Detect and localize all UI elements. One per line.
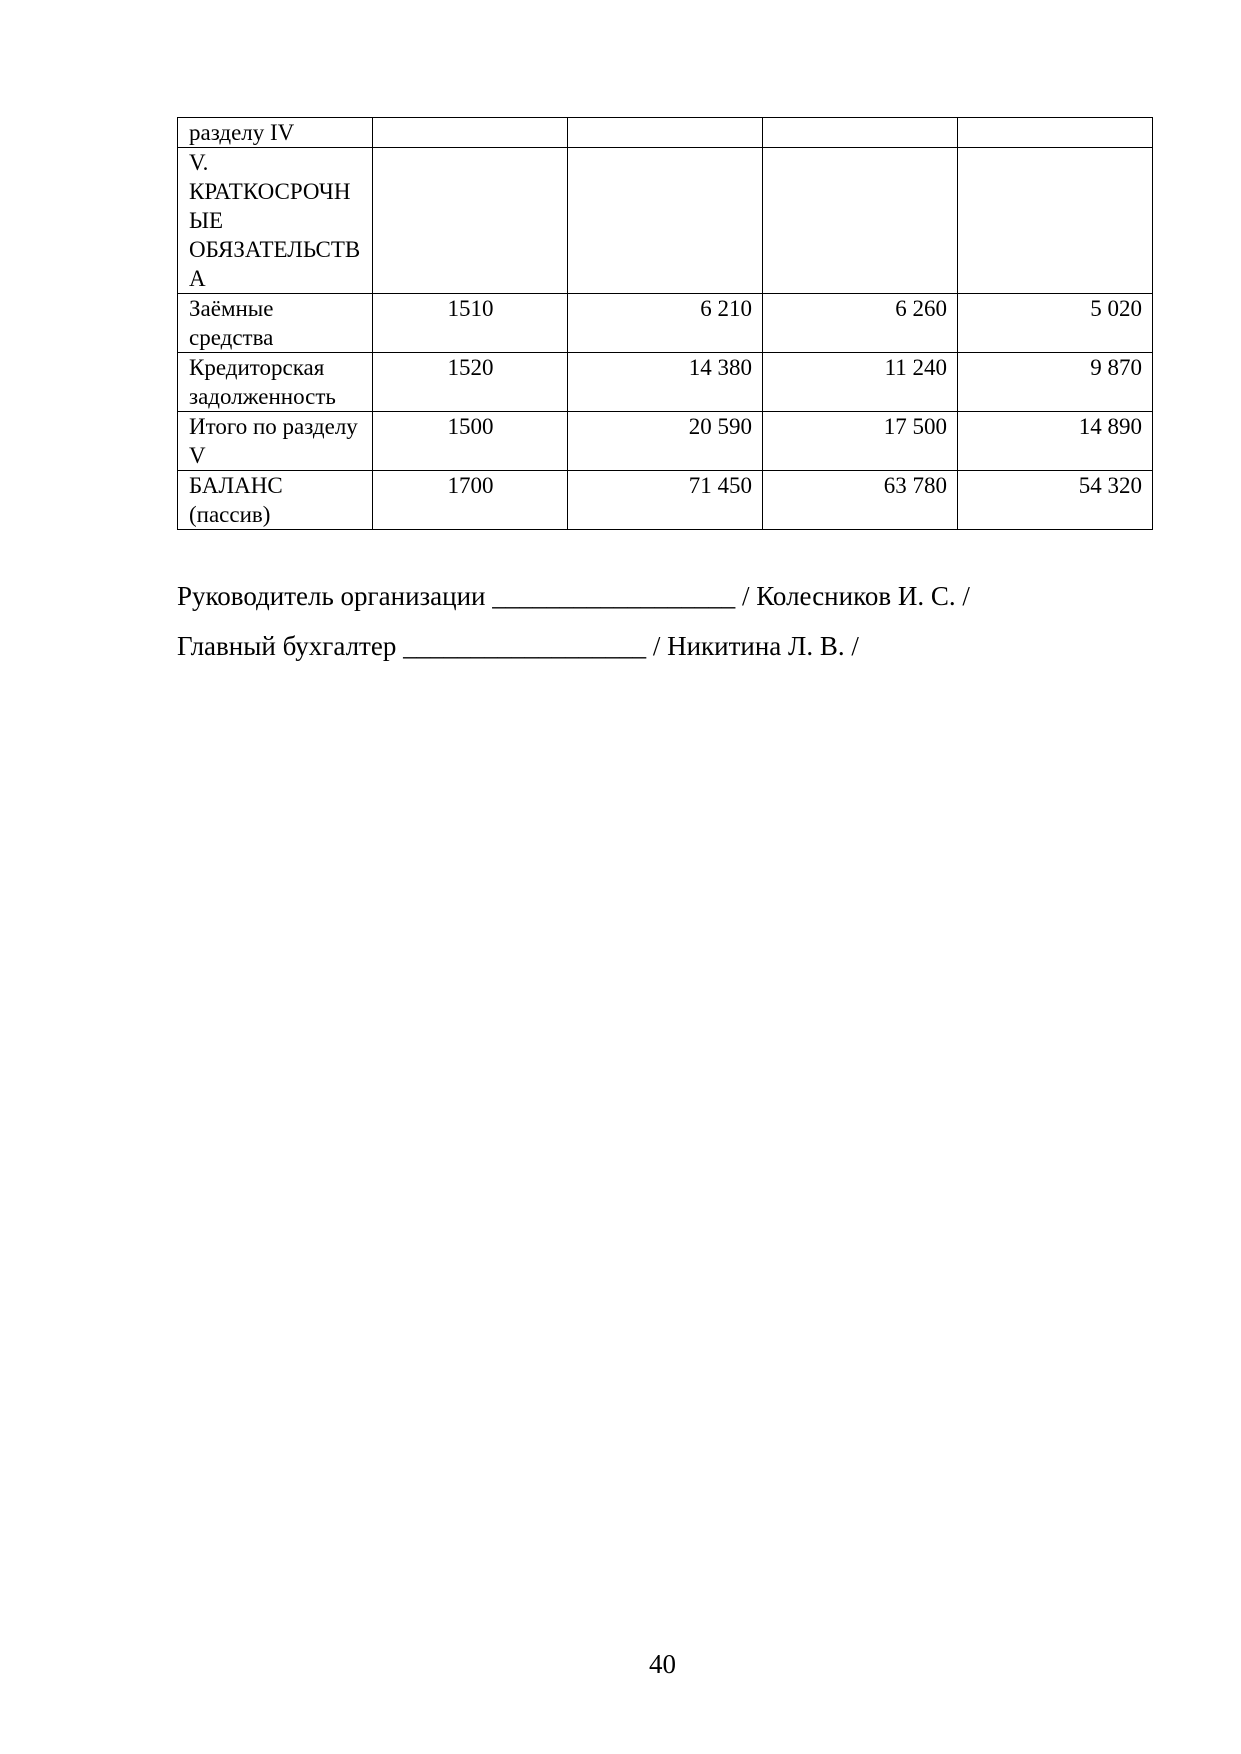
line-code: 1500 xyxy=(373,412,568,471)
line-code: 1510 xyxy=(373,294,568,353)
table-row xyxy=(178,294,1153,353)
line-code: 1520 xyxy=(373,353,568,412)
line-code: 1700 xyxy=(373,471,568,530)
value-cell: 14 380 xyxy=(568,353,763,412)
value-cell: 9 870 xyxy=(958,353,1153,412)
value-cell: 17 500 xyxy=(763,412,958,471)
value-cell xyxy=(958,118,1153,148)
row-label: Кредиторская задолженность xyxy=(178,353,373,412)
row-label: разделу IV xyxy=(178,118,373,148)
table-row xyxy=(178,118,1153,148)
director-signature-line: Руководитель организации __________________ / Колесников И. С. / xyxy=(177,581,970,611)
row-label: Заёмные средства xyxy=(178,294,373,353)
value-cell xyxy=(958,148,1153,294)
value-cell xyxy=(763,118,958,148)
value-cell: 20 590 xyxy=(568,412,763,471)
value-cell: 6 210 xyxy=(568,294,763,353)
value-cell: 6 260 xyxy=(763,294,958,353)
page-number: 40 xyxy=(649,1649,676,1679)
section-heading: V. КРАТКОСРОЧНЫЕ ОБЯЗАТЕЛЬСТВА xyxy=(178,148,373,294)
value-cell xyxy=(763,148,958,294)
value-cell: 71 450 xyxy=(568,471,763,530)
value-cell xyxy=(568,148,763,294)
section-header-row xyxy=(178,148,1153,294)
line-code xyxy=(373,148,568,294)
row-label: БАЛАНС (пассив) xyxy=(178,471,373,530)
value-cell: 5 020 xyxy=(958,294,1153,353)
table-row xyxy=(178,471,1153,530)
value-cell: 11 240 xyxy=(763,353,958,412)
table-row xyxy=(178,353,1153,412)
value-cell: 54 320 xyxy=(958,471,1153,530)
value-cell xyxy=(568,118,763,148)
value-cell: 63 780 xyxy=(763,471,958,530)
line-code xyxy=(373,118,568,148)
chief-accountant-signature-line: Главный бухгалтер __________________ / Никитина Л. В. / xyxy=(177,631,859,661)
value-cell: 14 890 xyxy=(958,412,1153,471)
balance-sheet-table xyxy=(177,117,1153,530)
table-row xyxy=(178,412,1153,471)
row-label: Итого по разделу V xyxy=(178,412,373,471)
